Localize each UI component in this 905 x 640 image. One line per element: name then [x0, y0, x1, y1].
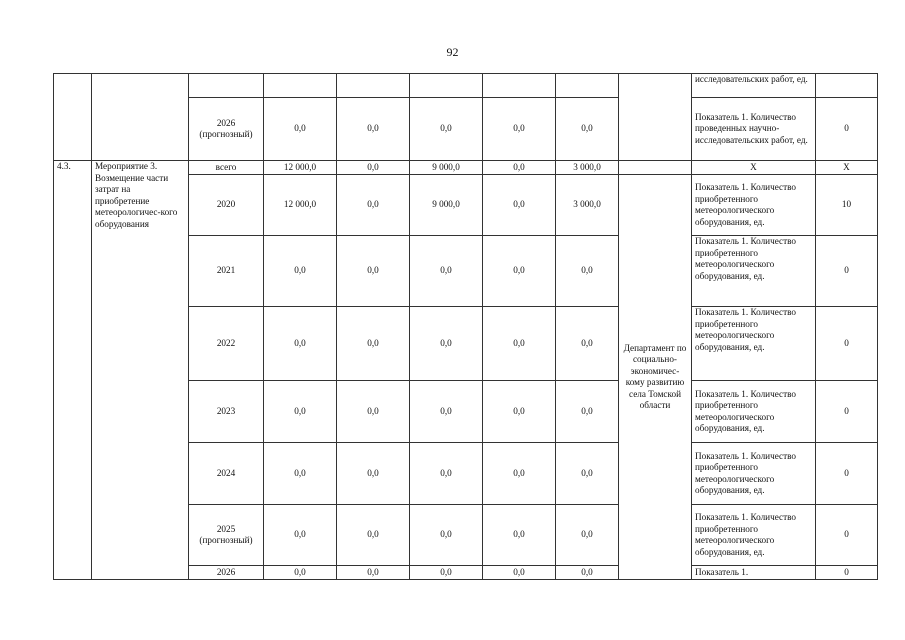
executor-cell: Департамент по социально-экономичес-кому развитию села Томской области	[619, 175, 692, 580]
target-cell: 0	[816, 236, 878, 307]
value-cell: 0,0	[264, 98, 337, 161]
value-cell: 0,0	[264, 236, 337, 307]
value-cell: 0,0	[556, 381, 619, 443]
year-cell-empty	[189, 74, 264, 98]
indicator-cell: Показатель 1. Количество приобретенного метеорологического оборудования, ед.	[692, 307, 816, 381]
value-cell: 0,0	[556, 505, 619, 566]
value-cell: 0,0	[337, 505, 410, 566]
value-cell: 0,0	[264, 307, 337, 381]
target-cell: Х	[816, 161, 878, 175]
year-cell: 2022	[189, 307, 264, 381]
year-cell: 2023	[189, 381, 264, 443]
executor-cell-empty	[619, 74, 692, 161]
value-cell: 0,0	[483, 175, 556, 236]
page-number: 92	[446, 45, 459, 59]
indicator-cell: исследовательских работ, ед.	[692, 74, 816, 98]
value-cell: 0,0	[556, 98, 619, 161]
value-cell: 0,0	[410, 505, 483, 566]
target-cell: 10	[816, 175, 878, 236]
value-cell: 0,0	[483, 381, 556, 443]
value-cell: 0,0	[483, 566, 556, 580]
indicator-cell: Показатель 1. Количество проведенных научно-исследовательских работ, ед.	[692, 98, 816, 161]
value-cell: 12 000,0	[264, 161, 337, 175]
value-cell: 0,0	[337, 161, 410, 175]
value-cell: 0,0	[410, 566, 483, 580]
value-cell: 0,0	[410, 381, 483, 443]
indicator-cell: Показатель 1. Количество приобретенного метеорологического оборудования, ед.	[692, 443, 816, 505]
value-cell: 0,0	[483, 98, 556, 161]
measure-name: Мероприятие 3. Возмещение части затрат на приобретение метеорологичес-кого оборудования	[92, 161, 189, 580]
value-cell: 0,0	[410, 307, 483, 381]
value-cell: 0,0	[410, 236, 483, 307]
value-cell: 9 000,0	[410, 175, 483, 236]
value-cell: 0,0	[410, 443, 483, 505]
name-cell-empty	[92, 74, 189, 161]
value-cell: 3 000,0	[556, 175, 619, 236]
value-cell: 0,0	[410, 98, 483, 161]
target-cell: 0	[816, 98, 878, 161]
value-cell: 0,0	[483, 161, 556, 175]
value-cell: 0,0	[337, 98, 410, 161]
value-cell: 0,0	[556, 236, 619, 307]
value-cell: 0,0	[483, 307, 556, 381]
year-cell: 2026	[189, 566, 264, 580]
value-cell: 0,0	[264, 443, 337, 505]
target-cell: 0	[816, 381, 878, 443]
year-cell: 2020	[189, 175, 264, 236]
value-cell: 0,0	[337, 381, 410, 443]
num-cell-empty	[54, 74, 92, 161]
target-cell: 0	[816, 307, 878, 381]
value-cell: 9 000,0	[410, 161, 483, 175]
year-cell: 2026 (прогнозный)	[189, 98, 264, 161]
value-cell: 0,0	[483, 443, 556, 505]
indicator-cell: Показатель 1. Количество приобретенного метеорологического оборудования, ед.	[692, 175, 816, 236]
target-cell: 0	[816, 505, 878, 566]
target-cell: 0	[816, 566, 878, 580]
value-cell: 0,0	[483, 236, 556, 307]
value-cell: 3 000,0	[556, 161, 619, 175]
year-cell: всего	[189, 161, 264, 175]
value-cell: 0,0	[264, 505, 337, 566]
year-cell: 2021	[189, 236, 264, 307]
value-cell: 0,0	[556, 566, 619, 580]
value-cell: 0,0	[264, 381, 337, 443]
value-cell: 0,0	[556, 307, 619, 381]
year-cell: 2025 (прогнозный)	[189, 505, 264, 566]
value-cell: 0,0	[483, 505, 556, 566]
continuation-row	[54, 74, 878, 98]
value-cell: 0,0	[337, 443, 410, 505]
indicator-cell: Х	[692, 161, 816, 175]
budget-table	[53, 73, 878, 580]
target-cell: 0	[816, 443, 878, 505]
table-row-total	[54, 161, 878, 175]
executor-cell-empty	[619, 161, 692, 175]
value-cell: 0,0	[337, 175, 410, 236]
value-cell: 12 000,0	[264, 175, 337, 236]
value-cell: 0,0	[556, 443, 619, 505]
value-cell: 0,0	[337, 307, 410, 381]
value-cell: 0,0	[337, 236, 410, 307]
value-cell: 0,0	[337, 566, 410, 580]
value-cell: 0,0	[264, 566, 337, 580]
indicator-cell: Показатель 1.	[692, 566, 816, 580]
indicator-cell: Показатель 1. Количество приобретенного метеорологического оборудования, ед.	[692, 381, 816, 443]
indicator-cell: Показатель 1. Количество приобретенного метеорологического оборудования, ед.	[692, 236, 816, 307]
indicator-cell: Показатель 1. Количество приобретенного метеорологического оборудования, ед.	[692, 505, 816, 566]
measure-number: 4.3.	[54, 161, 92, 580]
year-cell: 2024	[189, 443, 264, 505]
